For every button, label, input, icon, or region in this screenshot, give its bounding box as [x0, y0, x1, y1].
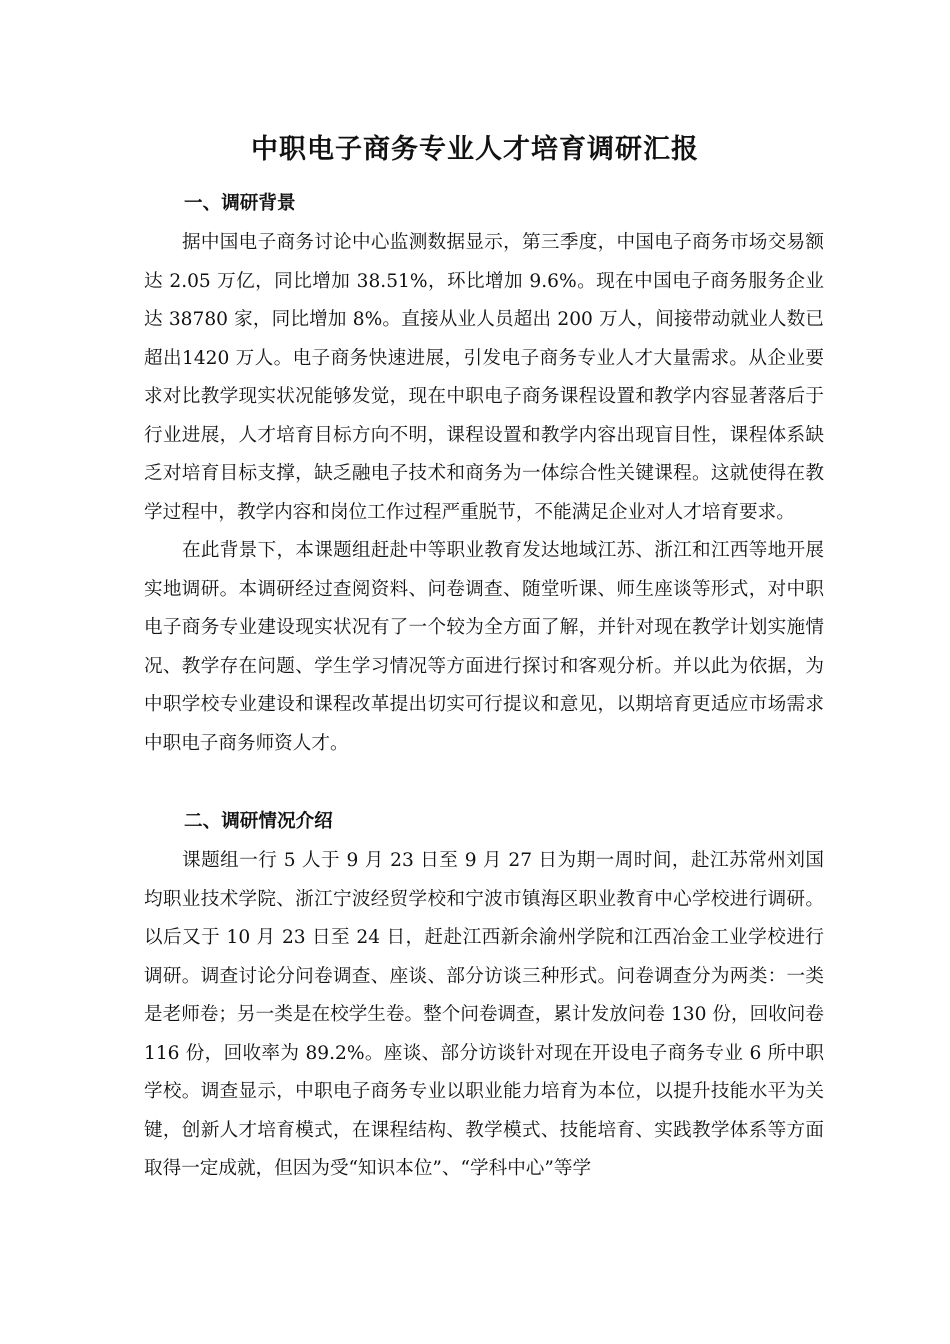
section-background-body: [144, 224, 824, 763]
paragraph: 据中国电子商务讨论中心监测数据显示，第三季度，中国电子商务市场交易额达 2.05 万亿，同比增加 38.51%，环比增加 9.6%。现在中国电子商务服务企业达 38780 家，同比增加 8%。直接从业人员超出 200 万人，间接带动就业人数已超出1420 万人。电子商务快速进展，引发电子商务专业人才大量需求。从企业要求对比教学现实状况能够发觉，现在中职电子商务课程设置和教学内容显著落后于行业进展，人才培育目标方向不明，课程设置和教学内容出现盲目性，课程体系缺乏对培育目标支撑，缺乏融电子技术和商务为一体综合性关键课程。这就使得在教学过程中，教学内容和岗位工作过程严重脱节，不能满足企业对人才培育要求。: [144, 232, 824, 523]
section-heading-survey: 二、调研情况介绍: [184, 811, 333, 832]
paragraph: 课题组一行 5 人于 9 月 23 日至 9 月 27 日为期一周时间，赴江苏常州刘国均职业技术学院、浙江宁波经贸学校和宁波市镇海区职业教育中心学校进行调研。以后又于 10 月 23 日至 24 日，赶赴江西新余渝州学院和江西冶金工业学校进行调研。调查讨论分问卷调查、座谈、部分访谈三种形式。问卷调查分为两类：一类是老师卷；另一类是在校学生卷。整个问卷调查，累计发放问卷 130 份，回收问卷 116 份，回收率为 89.2%。座谈、部分访谈针对现在开设电子商务专业 6 所中职学校。调查显示，中职电子商务专业以职业能力培育为本位，以提升技能水平为关键，创新人才培育模式，在课程结构、教学模式、技能培育、实践教学体系等方面取得一定成就，但因为受“知识本位”、“学科中心”等学: [144, 850, 824, 1179]
section-survey-body: [144, 842, 824, 1189]
section-heading-background: 一、调研背景: [184, 193, 296, 214]
paragraph: 在此背景下，本课题组赶赴中等职业教育发达地域江苏、浙江和江西等地开展实地调研。本调研经过查阅资料、问卷调查、随堂听课、师生座谈等形式，对中职电子商务专业建设现实状况有了一个较为全方面了解，并针对现在教学计划实施情况、教学存在问题、学生学习情况等方面进行探讨和客观分析。并以此为依据，为中职学校专业建设和课程改革提出切实可行提议和意见，以期培育更适应市场需求中职电子商务师资人才。: [144, 540, 824, 754]
document-title: 中职电子商务专业人才培育调研汇报: [251, 134, 699, 165]
